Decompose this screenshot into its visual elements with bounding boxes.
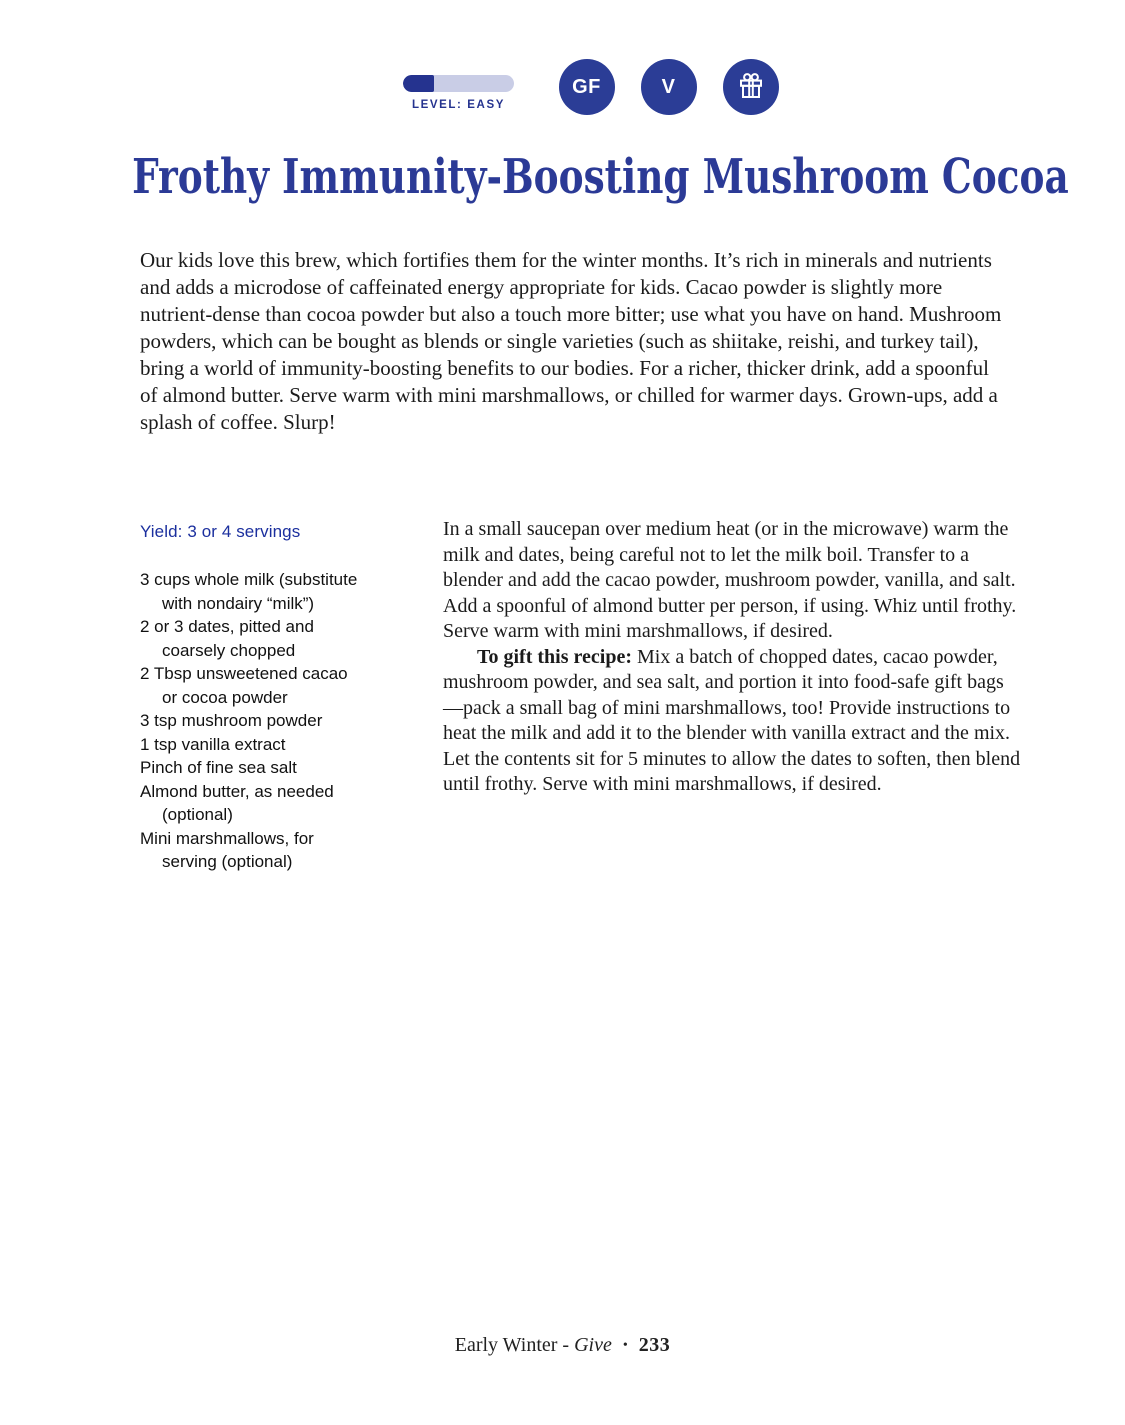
vegetarian-badge — [641, 59, 697, 115]
difficulty-label: LEVEL: EASY — [411, 99, 505, 111]
ingredient-line: with nondairy “milk”) — [162, 593, 315, 613]
ingredient-line: serving (optional) — [162, 852, 293, 871]
footer-section-name: Give — [574, 1334, 612, 1356]
footer-page-number: 233 — [638, 1334, 671, 1356]
recipe-meta-row — [26, 59, 1125, 115]
gluten-free-badge-label: GF — [572, 75, 601, 98]
difficulty-bar — [403, 75, 514, 92]
ingredient-line: 3 tsp mushroom powder — [140, 711, 323, 730]
ingredient-line: coarsely chopped — [162, 640, 296, 660]
ingredients-list — [140, 568, 416, 874]
ingredient-line: 2 or 3 dates, pitted and — [140, 617, 314, 636]
footer-separator-dot: • — [622, 1338, 628, 1353]
ingredient-line: 2 Tbsp unsweetened cacao — [140, 664, 348, 683]
gift-paragraph-lead: To gift this recipe: — [477, 645, 632, 668]
ingredient-line: 1 tsp vanilla extract — [140, 734, 286, 754]
yield-label: Yield: 3 or 4 servings — [140, 522, 301, 541]
gift-paragraph-body: Mix a batch of chopped dates, cacao powder, mushroom powder, and sea salt, and portion it into food-safe gift bags—pack a small bag of mini marshmallows, too! Provide instructions to heat the milk and add it to the blender with vanilla extract and the mix. Let the contents sit for 5 minutes to allow the dates to soften, then blend until frothy. Serve with mini marshmallows, if desired. — [443, 645, 1021, 795]
ingredient-line: Almond butter, as needed — [140, 781, 334, 801]
gift-badge — [723, 59, 779, 115]
difficulty-indicator — [399, 59, 519, 111]
ingredients-column — [140, 522, 416, 874]
gluten-free-badge — [559, 59, 615, 115]
recipe-intro-paragraph: Our kids love this brew, which fortifies them for the winter months. It’s rich in minerals and nutrients and adds a microdose of caffeinated energy appropriate for kids. Cacao powder is slightly more nutrient-dense than cocoa powder but also a touch more bitter; use what you have on hand. Mushroom powders, which can be bought as blends or single varieties (such as shiitake, reishi, and turkey tail), bring a world of immunity-boosting benefits to our bodies. For a richer, thicker drink, add a spoonful of almond butter. Serve warm with mini marshmallows, or chilled for warmer days. Grown-ups, add a splash of coffee. Slurp! — [140, 248, 1002, 434]
recipe-title-text: Frothy Immunity-Boosting Mushroom Cocoa — [132, 149, 1069, 205]
gift-icon — [734, 70, 768, 104]
ingredient-line: 3 cups whole milk (substitute — [140, 570, 358, 589]
ingredient-line: Pinch of fine sea salt — [140, 758, 297, 777]
ingredient-line: or cocoa powder — [162, 687, 288, 707]
instructions-paragraph: In a small saucepan over medium heat (or in the microwave) warm the milk and dates, being careful not to let the milk boil. Transfer to a blender and add the cacao powder, mushroom powder, vanilla, and salt. Add a spoonful of almond butter per person, if using. Whiz until frothy. Serve warm with mini marshmallows, if desired. — [443, 518, 1017, 642]
footer-section-label: Early Winter - — [454, 1334, 575, 1356]
vegetarian-badge-label: V — [661, 75, 676, 98]
page-footer — [0, 1334, 1125, 1357]
difficulty-bar-fill — [403, 75, 434, 92]
recipe-title — [0, 149, 1125, 205]
ingredient-line: (optional) — [162, 805, 233, 824]
instructions-column — [443, 517, 1021, 798]
gift-instructions-paragraph — [443, 645, 1021, 798]
ingredient-line: Mini marshmallows, for — [140, 828, 314, 848]
